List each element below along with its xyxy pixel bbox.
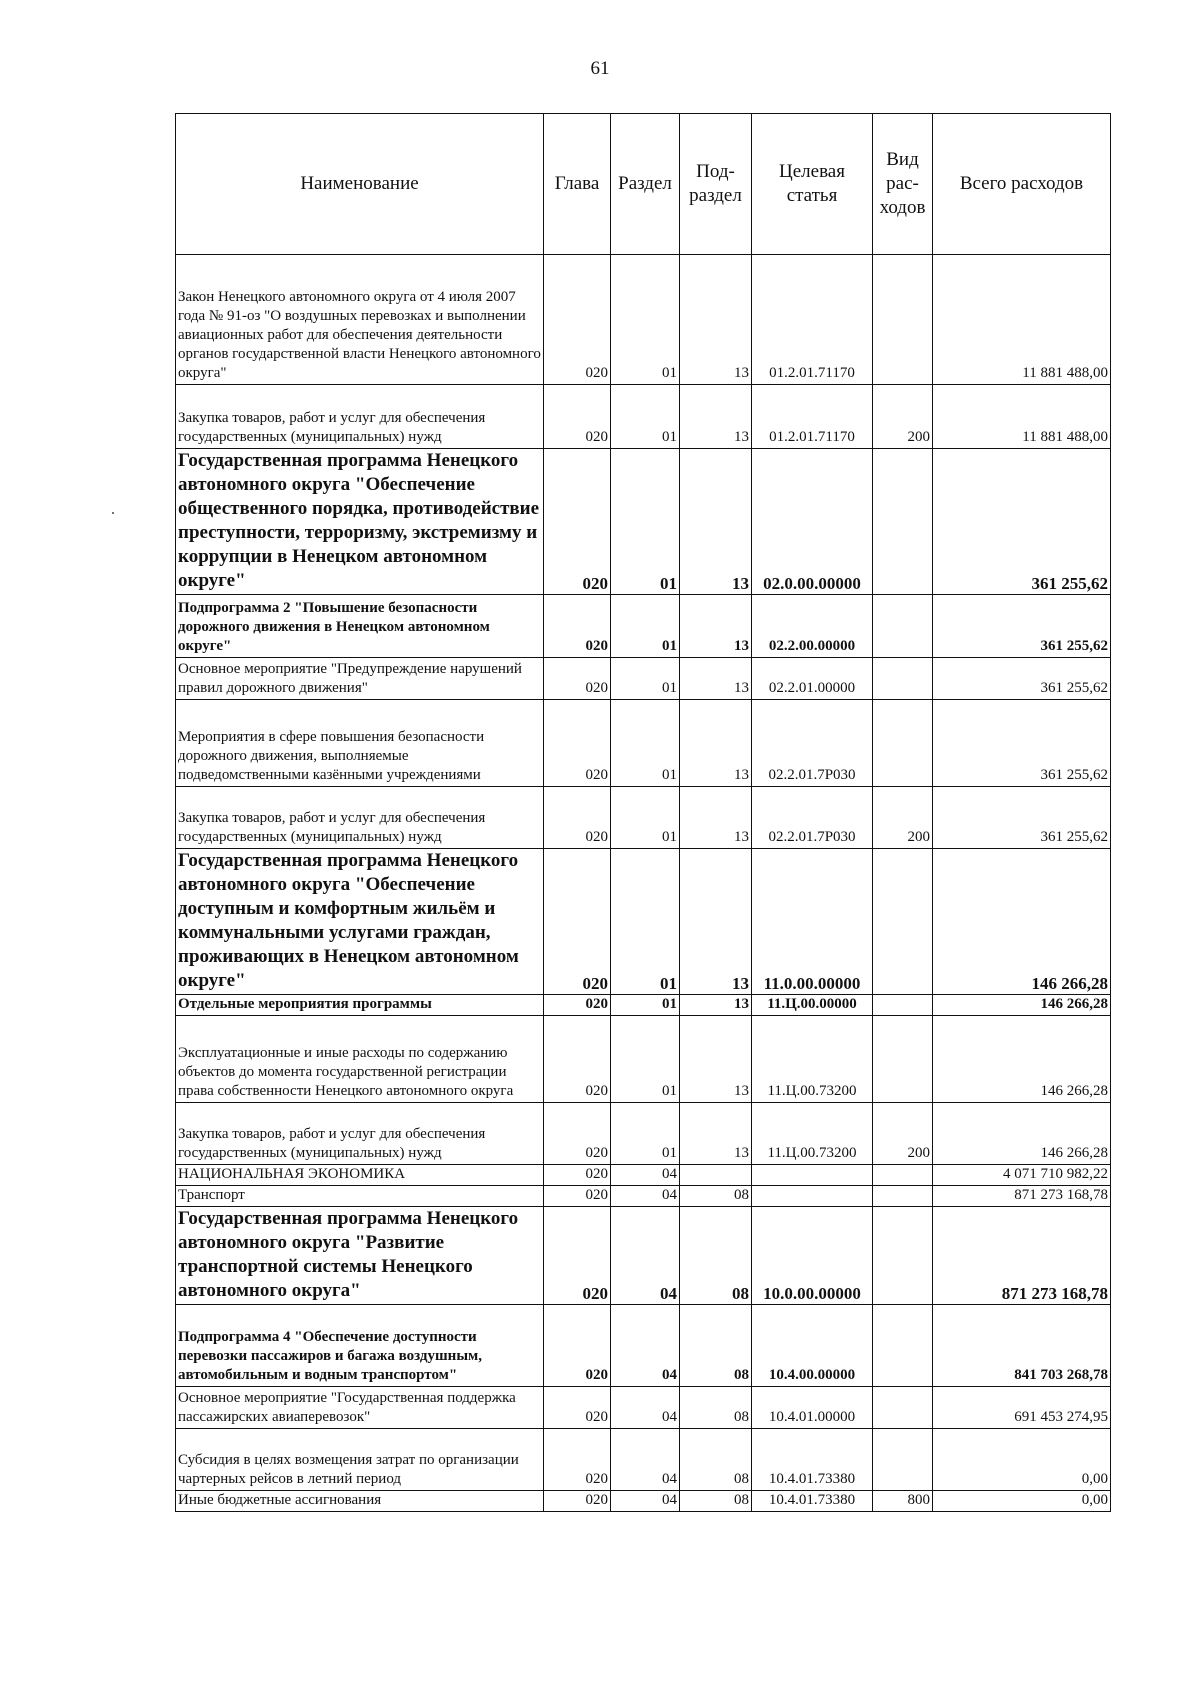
cell-total: 871 273 168,78 [933,1207,1111,1305]
cell-name: Иные бюджетные ассигнования [176,1491,544,1512]
cell-expense-type: 200 [873,787,933,849]
cell-chapter: 020 [544,995,611,1016]
cell-subsection: 08 [680,1429,752,1491]
cell-expense-type [873,658,933,700]
cell-section: 01 [611,658,680,700]
cell-total: 691 453 274,95 [933,1387,1111,1429]
table-row [176,787,1111,849]
cell-subsection: 08 [680,1491,752,1512]
cell-chapter: 020 [544,1165,611,1186]
cell-name: Мероприятия в сфере повышения безопасности дорожного движения, выполняемые подведомственными казёнными учреждениями [176,700,544,787]
table-row [176,700,1111,787]
cell-total: 361 255,62 [933,595,1111,658]
cell-chapter: 020 [544,1387,611,1429]
cell-expense-type [873,1387,933,1429]
cell-target-article: 10.4.01.00000 [752,1387,873,1429]
cell-chapter: 020 [544,1103,611,1165]
cell-target-article: 11.0.00.00000 [752,849,873,995]
cell-expense-type [873,1165,933,1186]
cell-target-article [752,1186,873,1207]
table-row [176,1429,1111,1491]
cell-expense-type [873,700,933,787]
cell-target-article: 01.2.01.71170 [752,255,873,385]
cell-total: 841 703 268,78 [933,1305,1111,1387]
cell-subsection: 13 [680,849,752,995]
cell-name: Закупка товаров, работ и услуг для обеспечения государственных (муниципальных) нужд [176,385,544,449]
header-chapter: Глава [544,114,611,255]
cell-expense-type [873,1429,933,1491]
cell-target-article: 02.2.01.00000 [752,658,873,700]
cell-subsection: 13 [680,700,752,787]
cell-section: 04 [611,1305,680,1387]
cell-section: 01 [611,255,680,385]
table-row [176,385,1111,449]
cell-subsection: 13 [680,595,752,658]
cell-total: 146 266,28 [933,995,1111,1016]
cell-section: 04 [611,1387,680,1429]
cell-subsection: 13 [680,995,752,1016]
cell-target-article: 11.Ц.00.73200 [752,1103,873,1165]
cell-total: 871 273 168,78 [933,1186,1111,1207]
cell-target-article [752,1165,873,1186]
cell-total: 11 881 488,00 [933,255,1111,385]
cell-name: Отдельные мероприятия программы [176,995,544,1016]
table-row [176,595,1111,658]
page-number: 61 [590,58,610,79]
table-row [176,995,1111,1016]
cell-section: 01 [611,700,680,787]
table-row [176,1207,1111,1305]
cell-target-article: 02.0.00.00000 [752,449,873,595]
cell-name: Закон Ненецкого автономного округа от 4 июля 2007 года № 91-оз "О воздушных перевозках и выполнении авиационных работ для обеспечения деятельности органов государственной власти Ненецкого автономного округа" [176,255,544,385]
cell-expense-type [873,995,933,1016]
cell-section: 04 [611,1491,680,1512]
cell-name: Эксплуатационные и иные расходы по содержанию объектов до момента государственной регистрации права собственности Ненецкого автономного округа [176,1016,544,1103]
cell-total: 146 266,28 [933,849,1111,995]
cell-target-article: 10.4.00.00000 [752,1305,873,1387]
header-subsection: Под-раздел [680,114,752,255]
header-row [176,114,1111,255]
cell-subsection: 13 [680,787,752,849]
cell-target-article: 02.2.01.7Р030 [752,787,873,849]
cell-chapter: 020 [544,449,611,595]
table-row [176,1186,1111,1207]
header-name: Наименование [176,114,544,255]
table-row [176,658,1111,700]
table-row [176,1165,1111,1186]
cell-expense-type [873,1207,933,1305]
cell-chapter: 020 [544,1305,611,1387]
cell-target-article: 11.Ц.00.73200 [752,1016,873,1103]
cell-subsection: 08 [680,1387,752,1429]
cell-name: Государственная программа Ненецкого автономного округа "Обеспечение общественного порядка, противодействие преступности, терроризму, экстремизму и коррупции в Ненецком автономном округе" [176,449,544,595]
cell-chapter: 020 [544,787,611,849]
cell-chapter: 020 [544,700,611,787]
cell-section: 01 [611,995,680,1016]
cell-subsection: 08 [680,1207,752,1305]
cell-expense-type [873,449,933,595]
header-expense-type: Вид рас-ходов [873,114,933,255]
cell-name: НАЦИОНАЛЬНАЯ ЭКОНОМИКА [176,1165,544,1186]
cell-expense-type: 800 [873,1491,933,1512]
cell-section: 01 [611,595,680,658]
cell-name: Транспорт [176,1186,544,1207]
cell-total: 361 255,62 [933,658,1111,700]
cell-name: Основное мероприятие "Государственная поддержка пассажирских авиаперевозок" [176,1387,544,1429]
cell-subsection: 13 [680,449,752,595]
cell-section: 01 [611,385,680,449]
cell-total: 11 881 488,00 [933,385,1111,449]
cell-chapter: 020 [544,1207,611,1305]
cell-expense-type [873,1186,933,1207]
table-row [176,849,1111,995]
cell-target-article: 02.2.00.00000 [752,595,873,658]
cell-name: Подпрограмма 2 "Повышение безопасности дорожного движения в Ненецком автономном округе" [176,595,544,658]
cell-expense-type: 200 [873,1103,933,1165]
cell-subsection [680,1165,752,1186]
cell-target-article: 10.4.01.73380 [752,1429,873,1491]
cell-subsection: 08 [680,1186,752,1207]
cell-expense-type [873,1305,933,1387]
cell-subsection: 08 [680,1305,752,1387]
cell-expense-type [873,255,933,385]
cell-section: 04 [611,1186,680,1207]
cell-name: Закупка товаров, работ и услуг для обеспечения государственных (муниципальных) нужд [176,1103,544,1165]
cell-expense-type [873,1016,933,1103]
cell-subsection: 13 [680,1103,752,1165]
cell-total: 361 255,62 [933,787,1111,849]
header-section: Раздел [611,114,680,255]
cell-name: Государственная программа Ненецкого автономного округа "Обеспечение доступным и комфортным жильём и коммунальными услугами граждан, проживающих в Ненецком автономном округе" [176,849,544,995]
cell-name: Закупка товаров, работ и услуг для обеспечения государственных (муниципальных) нужд [176,787,544,849]
cell-target-article: 10.4.01.73380 [752,1491,873,1512]
cell-section: 04 [611,1207,680,1305]
cell-total: 0,00 [933,1429,1111,1491]
cell-name: Подпрограмма 4 "Обеспечение доступности перевозки пассажиров и багажа воздушным, автомобильным и водным транспортом" [176,1305,544,1387]
cell-chapter: 020 [544,849,611,995]
cell-total: 0,00 [933,1491,1111,1512]
budget-table [175,113,1111,1512]
cell-chapter: 020 [544,385,611,449]
cell-expense-type: 200 [873,385,933,449]
cell-subsection: 13 [680,1016,752,1103]
cell-total: 146 266,28 [933,1016,1111,1103]
table-row [176,255,1111,385]
cell-chapter: 020 [544,1016,611,1103]
cell-chapter: 020 [544,658,611,700]
cell-section: 01 [611,1103,680,1165]
header-total: Всего расходов [933,114,1111,255]
cell-target-article: 01.2.01.71170 [752,385,873,449]
cell-name: Субсидия в целях возмещения затрат по организации чартерных рейсов в летний период [176,1429,544,1491]
cell-subsection: 13 [680,255,752,385]
cell-section: 01 [611,449,680,595]
table-body [176,255,1111,1512]
cell-subsection: 13 [680,385,752,449]
cell-name: Государственная программа Ненецкого автономного округа "Развитие транспортной системы Ненецкого автономного округа" [176,1207,544,1305]
cell-target-article: 11.Ц.00.00000 [752,995,873,1016]
cell-total: 4 071 710 982,22 [933,1165,1111,1186]
table-row [176,1491,1111,1512]
cell-target-article: 10.0.00.00000 [752,1207,873,1305]
cell-section: 01 [611,849,680,995]
cell-section: 01 [611,787,680,849]
header-target-article: Целевая статья [752,114,873,255]
cell-section: 01 [611,1016,680,1103]
table-row [176,1103,1111,1165]
cell-total: 146 266,28 [933,1103,1111,1165]
cell-chapter: 020 [544,255,611,385]
table-row [176,449,1111,595]
cell-name: Основное мероприятие "Предупреждение нарушений правил дорожного движения" [176,658,544,700]
table-row [176,1016,1111,1103]
cell-expense-type [873,849,933,995]
cell-target-article: 02.2.01.7Р030 [752,700,873,787]
cell-total: 361 255,62 [933,449,1111,595]
cell-section: 04 [611,1165,680,1186]
cell-section: 04 [611,1429,680,1491]
scan-speck [112,512,114,514]
cell-expense-type [873,595,933,658]
cell-subsection: 13 [680,658,752,700]
cell-total: 361 255,62 [933,700,1111,787]
cell-chapter: 020 [544,595,611,658]
cell-chapter: 020 [544,1491,611,1512]
cell-chapter: 020 [544,1429,611,1491]
cell-chapter: 020 [544,1186,611,1207]
table-row [176,1305,1111,1387]
table-row [176,1387,1111,1429]
